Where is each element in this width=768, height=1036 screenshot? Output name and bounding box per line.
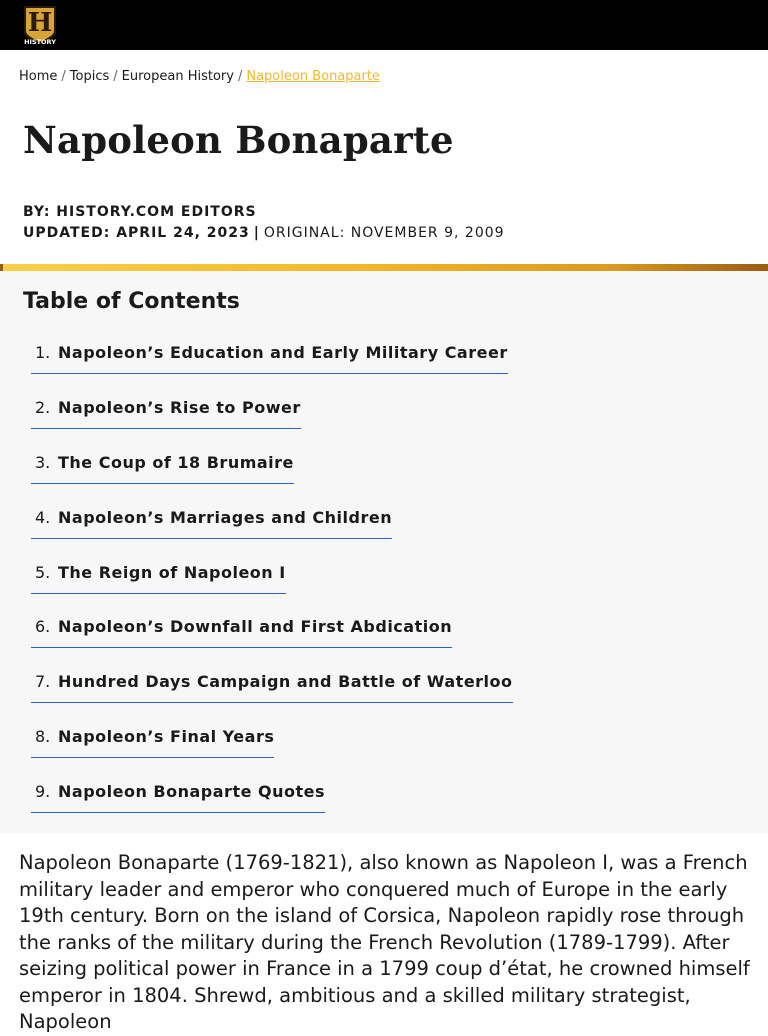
toc-item[interactable] <box>31 453 294 484</box>
breadcrumb-separator: / <box>113 69 118 84</box>
toc-item-number: 6. <box>35 617 51 636</box>
breadcrumb-home[interactable]: Home <box>19 69 58 84</box>
toc-item[interactable] <box>31 617 452 648</box>
toc-item[interactable] <box>31 398 301 429</box>
toc-item[interactable] <box>31 672 513 703</box>
breadcrumb <box>19 69 380 84</box>
logo-wordmark: HISTORY <box>24 38 56 46</box>
toc-item[interactable] <box>31 727 274 758</box>
gold-divider <box>0 264 768 271</box>
toc-item-number: 3. <box>35 453 51 472</box>
toc-item-number: 2. <box>35 398 51 417</box>
toc-item-link[interactable]: Napoleon Bonaparte Quotes <box>58 782 326 801</box>
author-byline: BY: HISTORY.COM EDITORS <box>23 204 257 220</box>
date-separator: | <box>253 225 260 241</box>
original-date: ORIGINAL: NOVEMBER 9, 2009 <box>263 225 505 241</box>
toc-item-link[interactable]: Napoleon’s Downfall and First Abdication <box>58 617 453 636</box>
logo-letter: H <box>27 8 53 38</box>
toc-item-link[interactable]: The Reign of Napoleon I <box>58 563 286 582</box>
table-of-contents <box>0 271 768 833</box>
updated-date: UPDATED: APRIL 24, 2023 <box>23 225 250 241</box>
toc-item[interactable] <box>31 563 286 594</box>
toc-item-number: 4. <box>35 508 51 527</box>
article-dates <box>23 225 505 241</box>
toc-item[interactable] <box>31 782 325 813</box>
toc-item[interactable] <box>31 508 392 539</box>
toc-title: Table of Contents <box>23 289 240 314</box>
toc-item-link[interactable]: Hundred Days Campaign and Battle of Waterloo <box>58 672 513 691</box>
toc-item-number: 5. <box>35 563 51 582</box>
toc-item-number: 1. <box>35 343 51 362</box>
breadcrumb-topics[interactable]: Topics <box>69 69 110 84</box>
site-header <box>0 0 768 50</box>
breadcrumb-european-history[interactable]: European History <box>121 69 234 84</box>
toc-item[interactable] <box>31 343 508 374</box>
breadcrumb-separator: / <box>61 69 66 84</box>
article-body: Napoleon Bonaparte (1769-1821), also known as Napoleon I, was a French military leader and emperor who conquered much of Europe in the early 19th century. Born on the island of Corsica, Napoleon rapidly rose through the ranks of the military during the French Revolution (1789-1799). After seizing political power in France in a 1799 coup d’état, he crowned himself emperor in 1804. Shrewd, ambitious and a skilled military strategist, Napoleon <box>19 851 750 1033</box>
breadcrumb-separator: / <box>237 69 243 84</box>
toc-item-link[interactable]: Napoleon’s Marriages and Children <box>58 508 393 527</box>
toc-item-number: 7. <box>35 672 51 691</box>
toc-item-link[interactable]: Napoleon’s Rise to Power <box>58 398 301 417</box>
breadcrumb-current[interactable]: Napoleon Bonaparte <box>246 69 380 84</box>
toc-item-number: 9. <box>35 782 51 801</box>
toc-item-link[interactable]: The Coup of 18 Brumaire <box>58 453 294 472</box>
history-logo-icon[interactable] <box>20 4 60 46</box>
toc-item-number: 8. <box>35 727 51 746</box>
toc-item-link[interactable]: Napoleon’s Final Years <box>58 727 275 746</box>
page-title: Napoleon Bonaparte <box>23 118 454 162</box>
toc-item-link[interactable]: Napoleon’s Education and Early Military Career <box>58 343 508 362</box>
